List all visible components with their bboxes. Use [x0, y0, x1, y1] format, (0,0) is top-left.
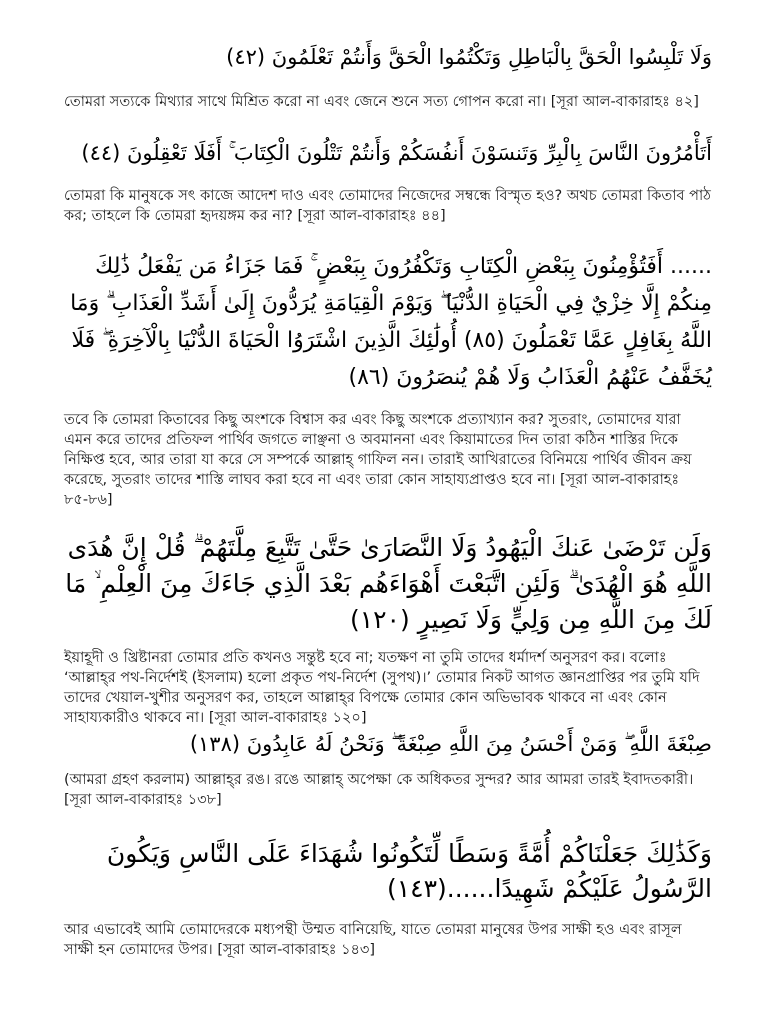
verse-block-85-86: [64, 248, 712, 510]
bangla-translation: ইয়াহূদী ও খ্রিষ্টানরা তোমার প্রতি কখনও সন্তুষ্ট হবে না; যতক্ষণ না তুমি তাদের ধর্মাদর্শ অনুসরণ কর। বলোঃ ‘আল্লাহ্‌র পথ-নির্দেশই (ইসলাম) হলো প্রকৃত পথ-নির্দেশ (সুপথ)।’ তোমার নিকট আগত জ্ঞানপ্রাপ্তির পর তুমি যদি তাদের খেয়াল-খুশীর অনুসরণ কর, তাহলে আল্লাহ্‌র বিপক্ষে তোমার কোন অভিভাবক থাকবে না এবং কোন সাহায্যকারীও থাকবে না। [সূরা আল-বাকারাহঃ ১২০]: [64, 650, 700, 726]
arabic-verse: أَتَأْمُرُونَ النَّاسَ بِالْبِرِّ وَتَنسَوْنَ أَنفُسَكُمْ وَأَنتُمْ تَتْلُونَ الْكِتَابَ ۚ أَفَلَا تَعْقِلُونَ (٤٤): [81, 141, 712, 165]
verse-block-42: [64, 38, 712, 112]
bangla-translation: আর এভাবেই আমি তোমাদেরকে মধ্যপন্থী উম্মত বানিয়েছি, যাতে তোমরা মানুষের উপর সাক্ষী হও এবং রাসূল সাক্ষী হন তোমাদের উপর। [সূরা আল-বাকারাহঃ ১৪৩]: [64, 922, 682, 958]
verse-block-143: [64, 836, 712, 960]
bangla-translation: (আমরা গ্রহণ করলাম) আল্লাহ্‌র রঙ। রঙে আল্লাহ্‌ অপেক্ষা কে অধিকতর সুন্দর? আর আমরা তারই ইবাদতকারী। [সূরা আল-বাকারাহঃ ১৩৮]: [64, 772, 694, 808]
arabic-verse: ...... أَفَتُؤْمِنُونَ بِبَعْضِ الْكِتَابِ وَتَكْفُرُونَ بِبَعْضٍ ۚ فَمَا جَزَاءُ مَن يَفْعَلُ ذَٰلِكَ مِنكُمْ إِلَّا خِزْيٌ فِي الْحَيَاةِ الدُّنْيَا ۖ وَيَوْمَ الْقِيَامَةِ يُرَدُّونَ إِلَىٰ أَشَدِّ الْعَذَابِ ۗ وَمَا اللَّهُ بِغَافِلٍ عَمَّا تَعْمَلُونَ (٨٥) أُولَٰئِكَ الَّذِينَ اشْتَرَوُا الْحَيَاةَ الدُّنْيَا بِالْآخِرَةِ ۖ فَلَا يُخَفَّفُ عَنْهُمُ الْعَذَابُ وَلَا هُمْ يُنصَرُونَ (٨٦): [70, 254, 712, 390]
bangla-translation: তোমরা সত্যকে মিথ্যার সাথে মিশ্রিত করো না এবং জেনে শুনে সত্য গোপন করো না। [সূরা আল-বাকারাহঃ ৪২]: [64, 94, 699, 110]
bangla-translation: তবে কি তোমরা কিতাবের কিছু অংশকে বিশ্বাস কর এবং কিছু অংশকে প্রত্যাখ্যান কর? সুতরাং, তোমাদের যারা এমন করে তাদের প্রতিফল পার্থিব জগতে লাঞ্ছনা ও অবমাননা এবং কিয়ামাতের দিন তারা কঠিন শাস্তির দিকে নিক্ষিপ্ত হবে, আর তারা যা করে সে সম্পর্কে আল্লাহ্ গাফিল নন। তারাই আখিরাতের বিনিময়ে পার্থিব জীবন ক্রয় করেছে, সুতরাং তাদের শাস্তি লাঘব করা হবে না এবং তারা কোন সাহায্যপ্রাপ্তও হবে না। [সূরা আল-বাকারাহঃ ৮৫-৮৬]: [64, 412, 692, 508]
arabic-verse: وَلَن تَرْضَىٰ عَنكَ الْيَهُودُ وَلَا النَّصَارَىٰ حَتَّىٰ تَتَّبِعَ مِلَّتَهُمْ ۗ قُلْ إِنَّ هُدَى اللَّهِ هُوَ الْهُدَىٰ ۗ وَلَئِنِ اتَّبَعْتَ أَهْوَاءَهُم بَعْدَ الَّذِي جَاءَكَ مِنَ الْعِلْمِ ۙ مَا لَكَ مِنَ اللَّهِ مِن وَلِيٍّ وَلَا نَصِيرٍ (١٢٠): [65, 533, 712, 634]
verse-block-138: [64, 728, 712, 810]
document-page: [64, 38, 712, 960]
bangla-translation: তোমরা কি মানুষকে সৎ কাজে আদেশ দাও এবং তোমাদের নিজেদের সম্বন্ধে বিস্মৃত হও? অথচ তোমরা কিতাব পাঠ কর; তাহলে কি তোমরা হৃদয়ঙ্গম কর না? [সূরা আল-বাকারাহঃ ৪৪]: [64, 188, 711, 224]
arabic-verse: صِبْغَةَ اللَّهِ ۖ وَمَنْ أَحْسَنُ مِنَ اللَّهِ صِبْغَةً ۖ وَنَحْنُ لَهُ عَابِدُونَ (١٣٨): [189, 732, 712, 756]
verse-block-120: [64, 530, 712, 728]
arabic-verse: وَلَا تَلْبِسُوا الْحَقَّ بِالْبَاطِلِ وَتَكْتُمُوا الْحَقَّ وَأَنتُمْ تَعْلَمُونَ (٤٢): [226, 45, 712, 69]
arabic-verse: وَكَذَٰلِكَ جَعَلْنَاكُمْ أُمَّةً وَسَطًا لِّتَكُونُوا شُهَدَاءَ عَلَى النَّاسِ وَيَكُونَ الرَّسُولُ عَلَيْكُمْ شَهِيدًا......(١٤٣): [106, 839, 712, 903]
verse-block-44: [64, 134, 712, 226]
